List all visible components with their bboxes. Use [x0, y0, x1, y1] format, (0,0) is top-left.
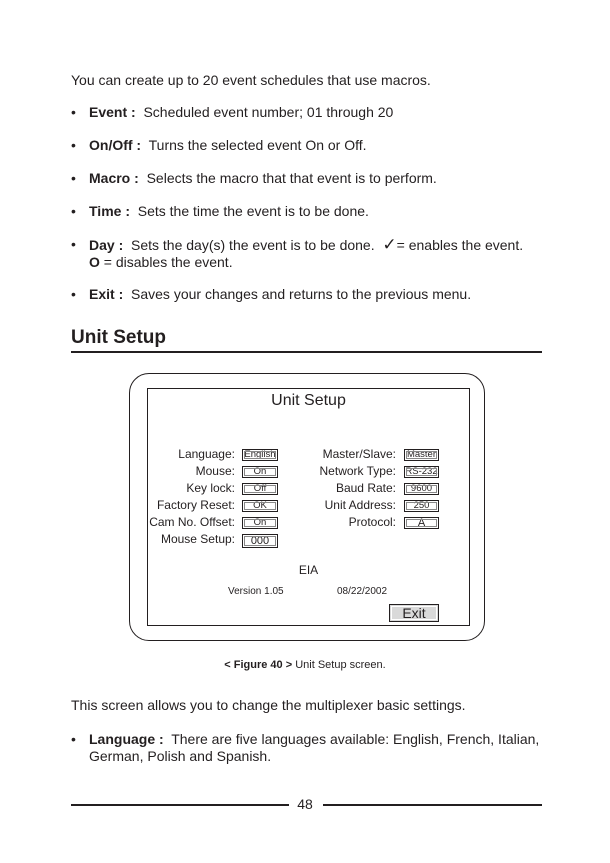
bullet-onoff	[71, 137, 367, 154]
bullet-term: On/Off :	[89, 137, 142, 153]
caption-text: Unit Setup screen.	[295, 659, 386, 671]
network-type-label: Network Type:	[319, 464, 396, 478]
factory-reset-label: Factory Reset:	[156, 498, 235, 512]
cam-no-offset-label: Cam No. Offset:	[149, 515, 235, 529]
mouse-setup-label: Mouse Setup:	[160, 532, 235, 546]
screen-panel	[147, 388, 470, 626]
baud-rate-field[interactable]: 9600	[404, 483, 439, 495]
bullet-desc: Sets the day(s) the event is to be done.	[131, 237, 375, 253]
bullet-dot: •	[71, 104, 76, 120]
unit-address-field[interactable]: 250	[404, 500, 439, 512]
bullet-term: Time :	[89, 203, 130, 219]
bullet-desc: Turns the selected event On or Off.	[148, 137, 367, 153]
bullet-desc: Selects the macro that that event is to perform.	[146, 170, 437, 186]
page-number: 48	[297, 796, 313, 812]
master-slave-field[interactable]: Master	[404, 449, 439, 461]
bullet-term: Exit :	[89, 286, 124, 302]
body-paragraph: This screen allows you to change the multiplexer basic settings.	[71, 697, 466, 713]
check-mark-icon: ✓	[382, 235, 397, 254]
master-slave-label: Master/Slave:	[322, 447, 396, 461]
figure-number: < Figure 40 >	[224, 659, 293, 671]
bullet-dot: •	[71, 286, 76, 302]
bullet-dot: •	[71, 137, 76, 153]
bullet-term: Event :	[89, 104, 136, 120]
bullet-dot: •	[71, 203, 76, 219]
unit-setup-screen	[129, 373, 485, 641]
bullet-exit	[71, 286, 471, 303]
protocol-label: Protocol:	[348, 515, 396, 529]
screen-title: Unit Setup	[271, 392, 346, 409]
protocol-field[interactable]: A	[404, 517, 439, 529]
bullet-term: Day :	[89, 237, 124, 253]
cam-no-offset-field[interactable]: On	[242, 517, 278, 529]
language-label: Language:	[178, 447, 235, 461]
network-type-field[interactable]: RS-232	[405, 466, 438, 477]
bullet-desc: Saves your changes and returns to the previous menu.	[131, 286, 472, 302]
bullet-language	[71, 731, 541, 765]
mouse-label: Mouse:	[195, 464, 235, 478]
bullet-dot: •	[71, 170, 76, 186]
bullet-event	[71, 104, 393, 121]
date-text: 08/22/2002	[337, 586, 388, 597]
exit-button[interactable]: Exit	[389, 604, 439, 622]
factory-reset-field[interactable]: OK	[242, 500, 278, 512]
mouse-setup-field[interactable]: 000	[242, 534, 278, 548]
language-field[interactable]: English	[242, 449, 278, 461]
bullet-time	[71, 203, 369, 220]
key-lock-label: Key lock:	[186, 481, 235, 495]
bullet-macro	[71, 170, 437, 187]
bullet-dot: •	[71, 236, 76, 252]
eia-text: EIA	[298, 563, 319, 577]
mouse-field[interactable]: On	[242, 466, 278, 478]
check-text: = enables the event.	[396, 237, 524, 253]
section-title: Unit Setup	[71, 327, 542, 353]
o-text: = disables the event.	[103, 254, 233, 270]
bullet-term: Language :	[89, 731, 164, 747]
o-label: O	[89, 254, 100, 270]
figure-caption	[0, 659, 610, 671]
baud-rate-label: Baud Rate:	[335, 481, 396, 495]
bullet-dot: •	[71, 731, 76, 747]
intro-text: You can create up to 20 event schedules that use macros.	[71, 72, 431, 88]
bullet-desc: Sets the time the event is to be done.	[137, 203, 369, 219]
unit-address-label: Unit Address:	[324, 498, 396, 512]
bullet-desc: There are five languages available: English, French, Italian, German, Polish and Spanish.	[89, 731, 540, 764]
bullet-desc: Scheduled event number; 01 through 20	[143, 104, 394, 120]
key-lock-field[interactable]: Off	[242, 483, 278, 495]
bullet-day	[71, 236, 551, 271]
footer-rule-right	[323, 804, 542, 806]
version-text: Version 1.05	[228, 586, 284, 597]
bullet-term: Macro :	[89, 170, 139, 186]
